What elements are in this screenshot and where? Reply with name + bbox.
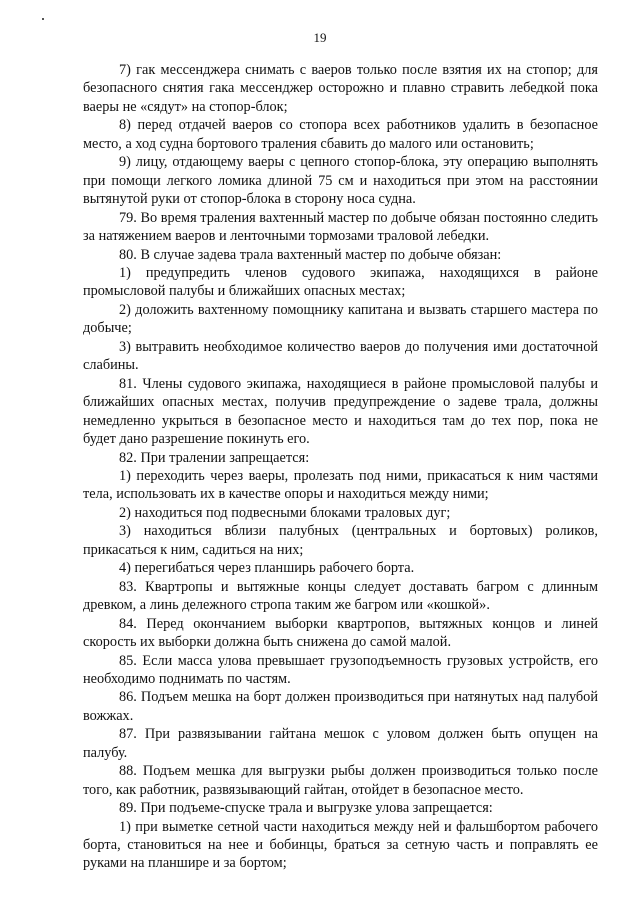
page-number: 19 — [313, 30, 327, 45]
paragraph: 80. В случае задева трала вахтенный мастер по добыче обязан: — [119, 246, 502, 263]
paragraph: 88. Подъем мешка для выгрузки рыбы должен производиться только после того, как работник, развязывающий гайтан, отойдет в безопасное место. — [83, 763, 598, 798]
paragraph: 7) гак мессенджера снимать с ваеров только после взятия их на стопор; для безопасного снятия гака мессенджер осторожно и плавно стравить лебедкой пока ваеры не «сядут» на стопор-блок; — [83, 62, 598, 115]
paragraph: 84. Перед окончанием выборки квартропов, вытяжных концов и линей скорость их выборки должна быть снижена до самой малой. — [83, 615, 598, 651]
paragraph: 1) переходить через ваеры, пролезать под ними, прикасаться к ним частями тела, использовать их в качестве опоры и находиться между ними; — [83, 467, 598, 503]
paragraph: 83. Квартропы и вытяжные концы следует доставать багром с длинным древком, а линь дележного стропа таким же багром или «кошкой». — [83, 578, 598, 614]
paragraph: 3) вытравить необходимое количество ваеров до получения ими достаточной слабины. — [83, 338, 598, 374]
paragraph: 2) доложить вахтенному помощнику капитана и вызвать старшего мастера по добыче; — [83, 301, 598, 337]
scan-speck — [42, 18, 44, 20]
paragraph: 1) предупредить членов судового экипажа, находящихся в районе промысловой палубы и ближайших опасных местах; — [83, 264, 598, 300]
paragraph: 86. Подъем мешка на борт должен производиться при натянутых над палубой вожжах. — [83, 689, 598, 724]
paragraph: 3) находиться вблизи палубных (центральных и бортовых) роликов, прикасаться к ним, садиться на них; — [83, 523, 598, 558]
paragraph: 85. Если масса улова превышает грузоподъемность грузовых устройств, его необходимо поднимать по частям. — [83, 652, 598, 687]
paragraph: 1) при выметке сетной части находиться между ней и фальшбортом рабочего борта, становиться на нее и бобинцы, браться за сетную часть и поправлять ее руками на планшире и за бортом; — [83, 818, 598, 872]
paragraph: 2) находиться под подвесными блоками траловых дуг; — [119, 504, 451, 521]
body-text — [83, 61, 598, 873]
paragraph: 81. Члены судового экипажа, находящиеся в районе промысловой палубы и ближайших опасных местах, получив предупреждение о задеве трала, должны немедленно укрыться в безопасное место и находиться там до тех пор, пока не будет дано разрешение покинуть его. — [83, 375, 598, 448]
paragraph: 4) перегибаться через планширь рабочего борта. — [119, 560, 415, 577]
paragraph: 87. При развязывании гайтана мешок с уловом должен быть опущен на палубу. — [83, 726, 598, 761]
paragraph: 89. При подъеме-спуске трала и выгрузке улова запрещается: — [119, 800, 493, 817]
paragraph: 82. При тралении запрещается: — [119, 449, 310, 466]
paragraph: 79. Во время траления вахтенный мастер по добыче обязан постоянно следить за натяжением ваеров и ленточными тормозами траловой лебедки. — [83, 209, 598, 245]
paragraph: 8) перед отдачей ваеров со стопора всех работников удалить в безопасное место, а ход судна бортового траления сбавить до малого или остановить; — [83, 117, 598, 152]
paragraph: 9) лицу, отдающему ваеры с цепного стопор-блока, эту операцию выполнять при помощи легкого ломика длиной 75 см и находиться при этом на расстоянии вытянутой руки от стопор-блока в сторону носа судна. — [83, 154, 598, 208]
